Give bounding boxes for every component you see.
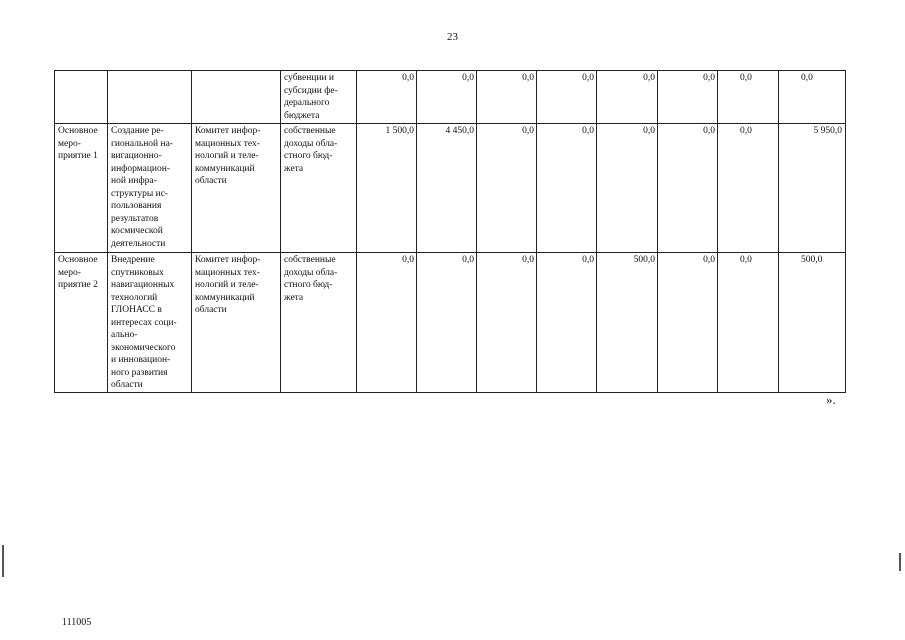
year-value-cell: 0,0: [357, 71, 417, 124]
total-value-cell: 5 950,0: [779, 124, 846, 253]
funding-source-cell-line: субвенции и: [284, 73, 334, 83]
measure-name-cell-line: структуры ис-: [111, 188, 169, 199]
funding-source-cell-line: собственные: [284, 126, 336, 136]
measure-name-cell-line: ной инфра-: [111, 176, 157, 186]
funding-source-cell-line: бюджета: [284, 110, 320, 121]
total-value-cell: 500,0: [779, 253, 846, 393]
budget-table: [54, 70, 846, 393]
event-cell: [55, 124, 108, 253]
measure-name-cell-line: экономического: [111, 342, 176, 353]
measure-name-cell-line: космической: [111, 226, 163, 236]
year-value-cell: 0,0: [537, 253, 597, 393]
year-value-cell: 0,0: [718, 71, 779, 124]
measure-name-cell-line: навигационных: [111, 280, 175, 290]
event-cell: [55, 253, 108, 393]
executor-cell-line: нологий и теле-: [195, 151, 259, 161]
executor-cell-line: коммуникаций: [195, 292, 255, 303]
year-value-cell: 0,0: [537, 71, 597, 124]
page-number: 23: [447, 31, 458, 43]
measure-name-cell-line: спутниковых: [111, 267, 164, 278]
year-value-cell: 500,0: [597, 253, 658, 393]
funding-source-cell: [281, 253, 357, 393]
funding-source-cell: [281, 124, 357, 253]
year-value-cell: 1 500,0: [357, 124, 417, 253]
year-value-cell: 0,0: [477, 71, 537, 124]
funding-source-cell-line: собственные: [284, 255, 336, 265]
event-cell-line: Основное: [58, 255, 98, 265]
year-value-cell: 4 450,0: [417, 124, 477, 253]
measure-name-cell-line: деятельности: [111, 238, 166, 249]
measure-name-cell-line: вигационно-: [111, 151, 162, 161]
funding-source-cell-line: жета: [284, 163, 304, 174]
executor-cell-line: области: [195, 305, 227, 315]
table-row: [55, 71, 846, 124]
measure-name-cell: [108, 253, 192, 393]
executor-cell-line: нологий и теле-: [195, 280, 259, 290]
measure-name-cell-line: интересах соци-: [111, 317, 177, 328]
funding-source-cell-line: стного бюд-: [284, 280, 333, 290]
executor-cell-line: Комитет инфор-: [195, 126, 261, 136]
measure-name-cell-line: информацион-: [111, 163, 171, 174]
measure-name-cell: [108, 124, 192, 253]
year-value-cell: 0,0: [718, 253, 779, 393]
year-value-cell: 0,0: [477, 253, 537, 393]
event-cell-line: приятие 2: [58, 280, 98, 290]
measure-name-cell-line: Создание ре-: [111, 126, 164, 136]
document-code: 111005: [62, 617, 92, 628]
year-value-cell: 0,0: [537, 124, 597, 253]
measure-name-cell-line: ально-: [111, 330, 138, 340]
executor-cell-line: коммуникаций: [195, 163, 255, 174]
executor-cell: [192, 253, 281, 393]
executor-cell-line: мационных тех-: [195, 267, 260, 278]
year-value-cell: 0,0: [658, 124, 718, 253]
measure-name-cell-line: результатов: [111, 213, 159, 224]
executor-cell: [192, 124, 281, 253]
event-cell-line: меро-: [58, 138, 81, 149]
table-row: [55, 124, 846, 253]
executor-cell-line: Комитет инфор-: [195, 255, 261, 265]
total-value-cell: 0,0: [779, 71, 846, 124]
measure-name-cell-line: и инновацион-: [111, 355, 171, 365]
executor-cell: [192, 71, 281, 124]
year-value-cell: 0,0: [477, 124, 537, 253]
table-body: [55, 71, 846, 393]
funding-source-cell: [281, 71, 357, 124]
scan-mark-left: [2, 545, 4, 577]
measure-name-cell: [108, 71, 192, 124]
year-value-cell: 0,0: [357, 253, 417, 393]
executor-cell-line: мационных тех-: [195, 138, 260, 149]
funding-source-cell-line: стного бюд-: [284, 151, 333, 161]
funding-source-cell-line: доходы обла-: [284, 138, 338, 149]
funding-source-cell-line: доходы обла-: [284, 267, 338, 278]
funding-source-cell-line: субсидии фе-: [284, 85, 338, 96]
table-row: [55, 253, 846, 393]
year-value-cell: 0,0: [718, 124, 779, 253]
event-cell: [55, 71, 108, 124]
measure-name-cell-line: гиональной на-: [111, 138, 173, 149]
measure-name-cell-line: области: [111, 380, 143, 390]
funding-source-cell-line: жета: [284, 292, 304, 303]
year-value-cell: 0,0: [597, 71, 658, 124]
funding-source-cell-line: дерального: [284, 98, 330, 108]
event-cell-line: меро-: [58, 267, 81, 278]
measure-name-cell-line: ГЛОНАСС в: [111, 305, 162, 315]
measure-name-cell-line: пользования: [111, 201, 162, 211]
scan-mark-right: [899, 553, 901, 571]
year-value-cell: 0,0: [597, 124, 658, 253]
measure-name-cell-line: Внедрение: [111, 255, 155, 265]
year-value-cell: 0,0: [417, 253, 477, 393]
year-value-cell: 0,0: [417, 71, 477, 124]
year-value-cell: 0,0: [658, 253, 718, 393]
year-value-cell: 0,0: [658, 71, 718, 124]
executor-cell-line: области: [195, 176, 227, 186]
measure-name-cell-line: технологий: [111, 292, 158, 303]
event-cell-line: приятие 1: [58, 151, 98, 161]
measure-name-cell-line: ного развития: [111, 367, 168, 378]
closing-quote: ».: [826, 392, 836, 407]
event-cell-line: Основное: [58, 126, 98, 136]
